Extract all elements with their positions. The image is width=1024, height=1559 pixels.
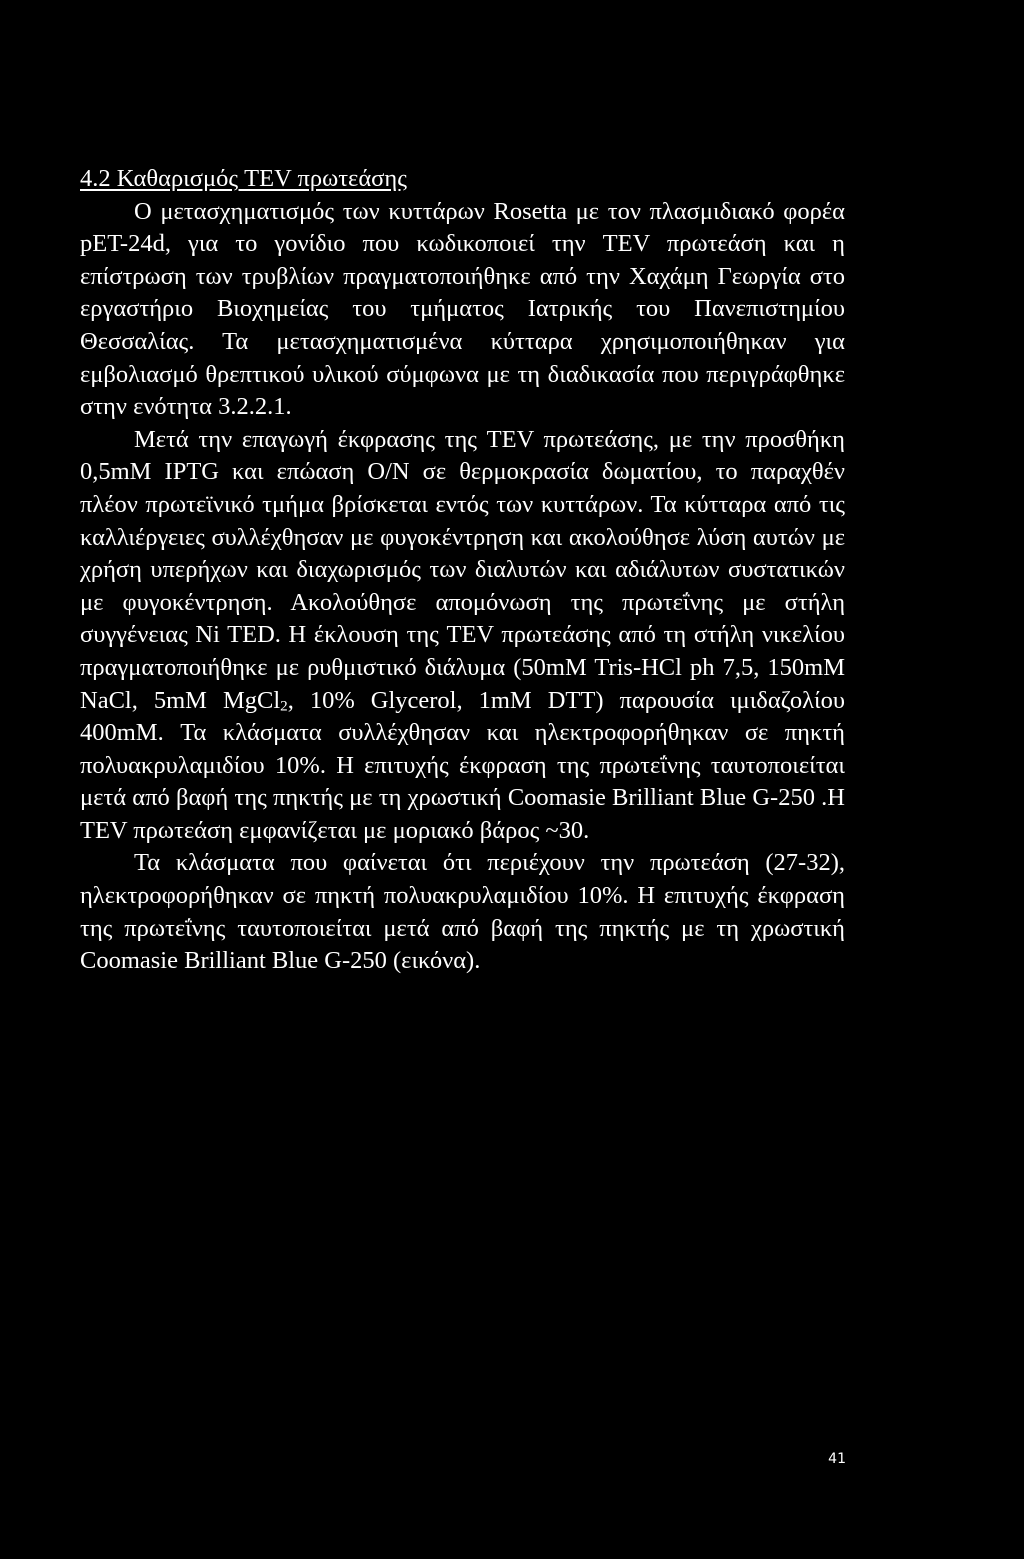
paragraph-transformation: Ο μετασχηματισμός των κυττάρων Rosetta με τον πλασμιδιακό φορέα pET-24d, για το γονίδιο που κωδικοποιεί την TEV πρωτεάση και η επίστρωση των τρυβλίων πραγματοποιήθηκε από την Χαχάμη Γεωργία στο εργαστήριο Βιοχημείας του τμήματος Ιατρικής του Πανεπιστημίου Θεσσαλίας. Τα μετασχηματισμένα κύτταρα χρησιμοποιήθηκαν για εμβολιασμό θρεπτικού υλικού σύμφωνα με τη διαδικασία που περιγράφθηκε στην ενότητα 3.2.2.1. [80, 197, 845, 421]
subscript-2: 2 [280, 697, 288, 715]
paragraph-purification-part1: Μετά την επαγωγή έκφρασης της TEV πρωτεάσης, με την προσθήκη 0,5mM IPTG και επώαση O/N σε θερμοκρασία δωματίου, το παραχθέν πλέον πρωτεϊνικό τμήμα βρίσκεται εντός των κυττάρων. Τα κύτταρα από τις καλλιέργειες συλλέχθησαν με φυγοκέντρηση και ακολούθησε λύση αυτών με χρήση υπερήχων και διαχωρισμός των διαλυτών και αδιάλυτων συστατικών με φυγοκέντρηση. Ακολούθησε απομόνωση της πρωτεΐνης με στήλη συγγένειας Ni TED. Η έκλουση της TEV πρωτεάσης από τη στήλη νικελίου πραγματοποιήθηκε με ρυθμιστικό διάλυμα (50mM Tris-HCl ph 7,5, 150mM NaCl, 5mM MgCl [80, 425, 845, 714]
paragraph-purification-part2: , 10% Glycerol, 1mM DTT) παρουσία ιμιδαζολίου 400mM. Τα κλάσματα συλλέχθησαν και ηλεκτροφορήθηκαν σε πηκτή πολυακρυλαμιδίου 10%. Η επιτυχής έκφραση της πρωτεΐνης ταυτοποιείται μετά από βαφή της πηκτής με τη χρωστική Coomasie Brilliant Blue G-250 .H TEV πρωτεάση εμφανίζεται με μοριακό βάρος ~30. [80, 686, 845, 844]
paragraph-fractions: Τα κλάσματα που φαίνεται ότι περιέχουν την πρωτεάση (27-32), ηλεκτροφορήθηκαν σε πηκτή πολυακρυλαμιδίου 10%. Η επιτυχής έκφραση της πρωτεΐνης ταυτοποιείται μετά από βαφή της πηκτής με τη χρωστική Coomasie Brilliant Blue G-250 (εικόνα). [80, 849, 845, 975]
paragraph-purification [80, 424, 845, 848]
section-heading: 4.2 Καθαρισμός TEV πρωτεάσης [80, 165, 407, 192]
document-body [80, 163, 845, 978]
page-number: 41 [828, 1451, 846, 1467]
